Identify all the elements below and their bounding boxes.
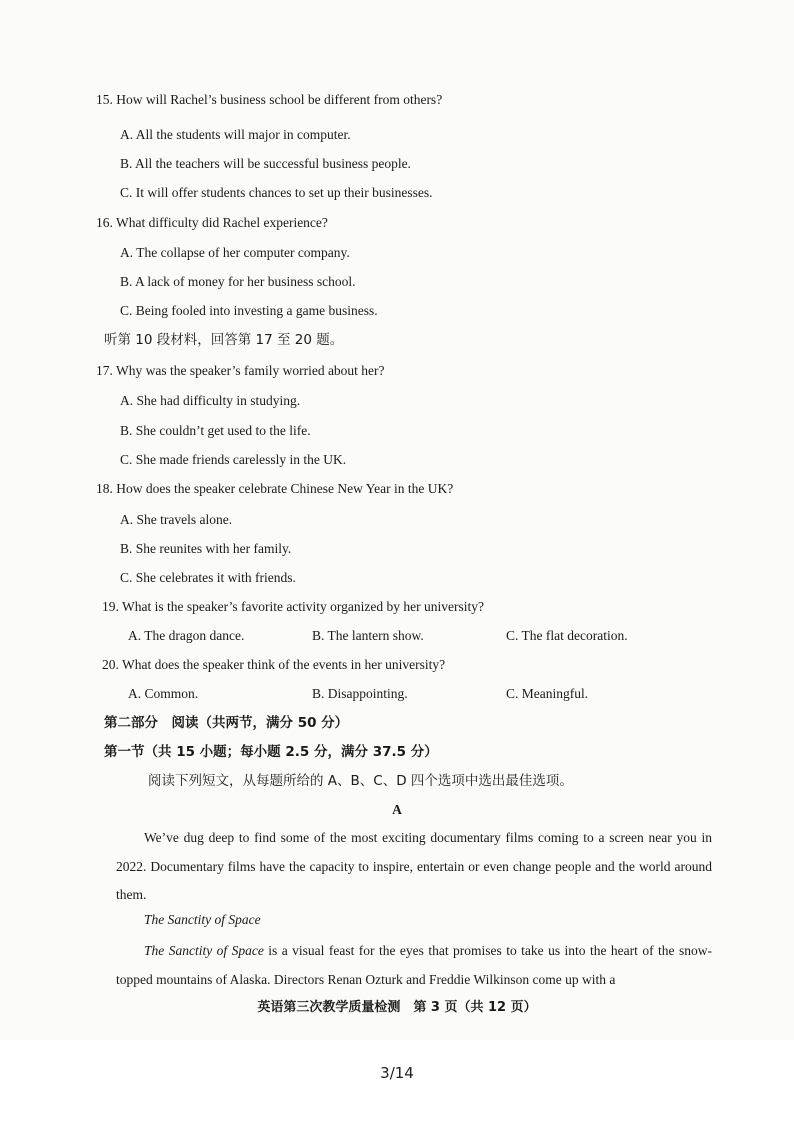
film-title: The Sanctity of Space [144, 912, 261, 927]
question-15-option-a: A. All the students will major in computer. [120, 127, 351, 142]
section-one-heading: 第一节（共 15 小题；每小题 2.5 分，满分 37.5 分） [104, 744, 438, 760]
passage-label: A [392, 802, 402, 817]
question-19-option-a: A. The dragon dance. [128, 628, 245, 643]
question-18-stem: 18. How does the speaker celebrate Chinese New Year in the UK? [96, 481, 454, 496]
listening-instruction: 听第 10 段材料，回答第 17 至 20 题。 [104, 332, 344, 348]
question-20-option-b: B. Disappointing. [312, 686, 408, 701]
question-17-option-c: C. She made friends carelessly in the UK. [120, 452, 347, 467]
question-16-option-a: A. The collapse of her computer company. [120, 245, 350, 260]
question-17-option-b: B. She couldn’t get used to the life. [120, 423, 311, 438]
question-16-option-b: B. A lack of money for her business school. [120, 274, 356, 289]
question-19-options [0, 627, 794, 645]
question-18-option-c: C. She celebrates it with friends. [120, 570, 296, 585]
question-18-option-a: A. She travels alone. [120, 512, 233, 527]
question-20-options [0, 685, 794, 703]
question-20-option-c: C. Meaningful. [506, 686, 589, 701]
question-19-stem: 19. What is the speaker’s favorite activity organized by her university? [102, 599, 485, 614]
question-16-stem: 16. What difficulty did Rachel experience? [96, 215, 328, 230]
film-paragraph [116, 937, 712, 994]
question-19-option-b: B. The lantern show. [312, 628, 424, 643]
question-18-option-b: B. She reunites with her family. [120, 541, 292, 556]
part-two-heading: 第二部分 阅读（共两节，满分 50 分） [104, 715, 349, 731]
question-17-stem: 17. Why was the speaker’s family worried about her? [96, 363, 385, 378]
reading-instruction: 阅读下列短文，从每题所给的 A、B、C、D 四个选项中选出最佳选项。 [148, 773, 573, 789]
page-footer: 英语第三次教学质量检测 第 3 页（共 12 页） [257, 1000, 537, 1015]
film-paragraph-title: The Sanctity of Space [144, 943, 264, 958]
question-16-option-c: C. Being fooled into investing a game business. [120, 303, 378, 318]
passage-intro: We’ve dug deep to find some of the most exciting documentary films coming to a screen near you in 2022. Documentary films have the capacity to inspire, entertain or even change people and the world around them. [116, 830, 712, 902]
question-15-option-b: B. All the teachers will be successful business people. [120, 156, 411, 171]
question-20-stem: 20. What does the speaker think of the events in her university? [102, 657, 446, 672]
question-17-option-a: A. She had difficulty in studying. [120, 393, 301, 408]
film-paragraph-text: is a visual feast for the eyes that promises to take us into the heart of the snow-topped mountains of Alaska. Directors Renan Ozturk and Freddie Wilkinson come up with a [116, 943, 712, 987]
question-15-stem: 15. How will Rachel’s business school be different from others? [96, 92, 443, 107]
question-15-option-c: C. It will offer students chances to set up their businesses. [120, 185, 433, 200]
question-19-option-c: C. The flat decoration. [506, 628, 628, 643]
page-indicator: 3/14 [380, 1064, 414, 1082]
question-20-option-a: A. Common. [128, 686, 199, 701]
